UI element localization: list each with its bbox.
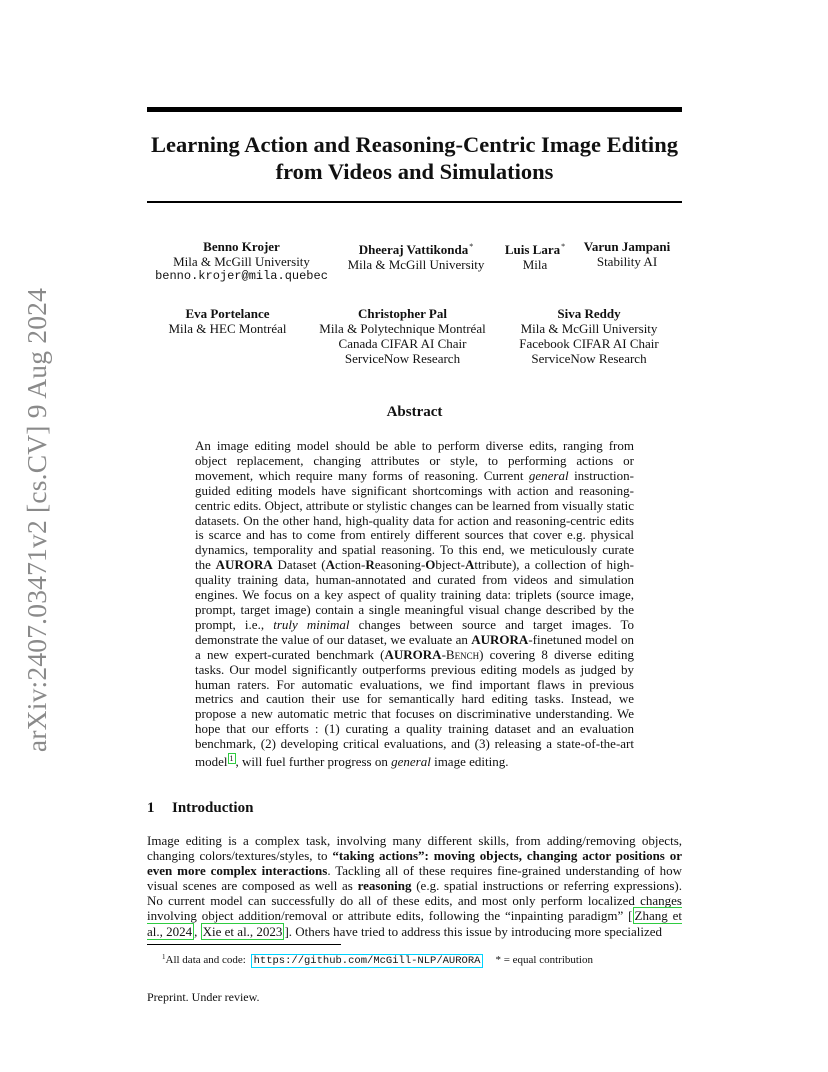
abstract-text: -finetuned model on a new expert-curated benchmark ( xyxy=(195,631,634,662)
abstract-heading: Abstract xyxy=(386,404,443,420)
acronym-letter: A xyxy=(465,557,475,573)
author-name: Siva Reddy xyxy=(557,306,621,321)
section-number: 1 xyxy=(147,800,155,816)
author-block xyxy=(336,239,496,272)
intro-text: . Tackling all of these requires fine-grained understanding of how visual scenes are composed as well as xyxy=(147,863,682,894)
abstract-text: image editing. xyxy=(430,754,509,770)
author-affiliation: Mila & HEC Montréal xyxy=(168,321,287,336)
author-affiliation: Mila xyxy=(522,257,548,272)
intro-bold: “taking actions”: moving objects, changing actor positions or even more complex interactions xyxy=(147,848,682,879)
equal-contribution-note: * = equal contribution xyxy=(495,954,593,966)
author-affiliation: Canada CIFAR AI Chair xyxy=(338,336,467,351)
repo-link[interactable]: https://github.com/McGill-NLP/AURORA xyxy=(251,954,484,968)
author-block xyxy=(500,239,570,272)
acronym-letter: O xyxy=(425,557,436,573)
acronym-letter: R xyxy=(365,557,375,573)
abstract-text: instruction-guided editing models have significant shortcomings with action and reasoning-centric edits. Object, attribute or stylistic changes can be learned from visually static datasets. On the other hand, high-quality data for action and reasoning-centric edits is scarce and has to come from entirely different sources that cover e.g. physical dynamics, temporality and spatial reasoning. To this end, we meticulously curate the xyxy=(195,467,634,573)
acronym-rest: bject- xyxy=(435,557,466,573)
author-affiliation: Stability AI xyxy=(596,254,658,269)
intro-bold: reasoning xyxy=(357,878,412,894)
intro-text: Image editing is a complex task, involving many different skills, from adding/removing objects, changing colors/textures/styles, to xyxy=(147,833,682,864)
author-block xyxy=(506,306,672,366)
aurora-letters: R xyxy=(234,557,244,573)
author-affiliation: Mila & McGill University xyxy=(347,257,485,272)
author-block xyxy=(578,239,676,269)
author-block xyxy=(140,239,343,284)
abstract-text: changes between source and target images. To demonstrate the value of our dataset, we evaluate an xyxy=(195,616,635,647)
author-name: Benno Krojer xyxy=(203,239,280,254)
arxiv-identifier xyxy=(18,285,56,755)
aurora-name xyxy=(216,557,273,572)
aurora-letters: AU xyxy=(215,557,235,573)
aurora-letters: O xyxy=(243,557,254,573)
abstract-text: , will fuel further progress on xyxy=(235,754,392,770)
title-line-1: Learning Action and Reasoning-Centric Image Editing xyxy=(151,132,678,157)
arxiv-identifier-text: arXiv:2407.03471v2 [cs.CV] 9 Aug 2024 xyxy=(21,287,52,753)
section-heading xyxy=(147,800,253,817)
aurora-letters: R xyxy=(253,557,264,573)
author-block xyxy=(306,306,499,366)
abstract-emphasis: general xyxy=(528,467,569,483)
equal-contribution-mark: * xyxy=(561,242,566,251)
author-name: Christopher Pal xyxy=(358,306,447,321)
intro-text: , xyxy=(194,923,201,939)
footnote-text: All data and code: xyxy=(165,954,249,966)
abstract-text: An image editing model should be able to perform diverse edits, ranging from object replacement, changing attributes or style, to performing actions or movement, which require many forms of reasoning. Current xyxy=(195,438,634,483)
author-affiliation: ServiceNow Research xyxy=(531,351,647,366)
author-name: Eva Portelance xyxy=(185,306,270,321)
acronym-rest: easoning- xyxy=(374,557,426,573)
author-affiliation: Facebook CIFAR AI Chair xyxy=(519,336,659,351)
author-affiliation: Mila & Polytechnique Montréal xyxy=(319,321,486,336)
acronym-rest: ction- xyxy=(335,557,366,573)
title-line-2: from Videos and Simulations xyxy=(275,159,554,184)
author-affiliation: ServiceNow Research xyxy=(344,351,461,366)
citation-link[interactable]: Xie et al., 2023 xyxy=(202,923,283,939)
author-affiliation: Mila & McGill University xyxy=(173,254,310,269)
paper-title xyxy=(147,131,682,185)
intro-paragraph xyxy=(147,833,682,939)
acronym-letter: A xyxy=(325,557,336,573)
author-email[interactable]: benno.krojer@mila.quebec xyxy=(155,269,328,283)
aurora-name: AURORA xyxy=(471,631,529,647)
section-title: Introduction xyxy=(172,800,254,816)
citation-link[interactable]: Zhang et al., 2024 xyxy=(147,908,682,939)
intro-text: ]. Others have tried to address this issue by introducing more specialized xyxy=(284,923,663,939)
footnote-mark: 1 xyxy=(162,953,166,961)
abstract-body xyxy=(195,439,634,770)
title-top-rule xyxy=(147,107,682,112)
equal-contribution-mark: * xyxy=(469,242,474,251)
aurora-name: AURORA xyxy=(384,646,442,662)
author-name: Luis Lara xyxy=(504,242,561,257)
footnote-rule xyxy=(147,944,341,945)
author-affiliation: Mila & McGill University xyxy=(520,321,658,336)
footnote xyxy=(162,950,593,968)
preprint-note: Preprint. Under review. xyxy=(147,990,260,1004)
abstract-text: ), a collection of high-quality training data, human-annotated and curated from videos and simulation engines. We focus on a key aspect of quality training data: triplets (source image, prompt, target image) contain a single meaningful visual change described by the prompt, i.e., xyxy=(195,557,634,632)
intro-text: (e.g. spatial instructions or referring expressions). No current model can successfully do all of these edits, and most only perform localized changes involving object addition/removal or attribute edits, following the “inpainting paradigm” [ xyxy=(147,878,683,924)
author-block xyxy=(155,306,300,336)
abstract-emphasis: truly minimal xyxy=(273,616,350,632)
acronym-rest: ttribute xyxy=(474,557,512,573)
abstract-text: Dataset ( xyxy=(272,557,326,573)
author-name: Dheeraj Vattikonda xyxy=(358,242,469,257)
bench-suffix: -Bench xyxy=(441,646,480,662)
author-name: Varun Jampani xyxy=(583,239,671,254)
title-bottom-rule xyxy=(147,201,682,203)
aurora-letters: A xyxy=(263,557,273,573)
footnote-link[interactable]: 1 xyxy=(229,754,234,764)
abstract-text: ) covering 8 diverse editing tasks. Our model significantly outperforms previous editing models as judged by human raters. For automatic evaluations, we find important flaws in previous metrics and caution their use for semantically hard editing tasks. Instead, we propose a new automatic metric that focuses on discriminative understanding. We hope that our efforts : (1) curating a quality training dataset and an evaluation benchmark, (2) developing critical evaluations, and (3) releasing a state-of-the-art model xyxy=(195,646,634,770)
abstract-emphasis: general xyxy=(391,754,431,770)
